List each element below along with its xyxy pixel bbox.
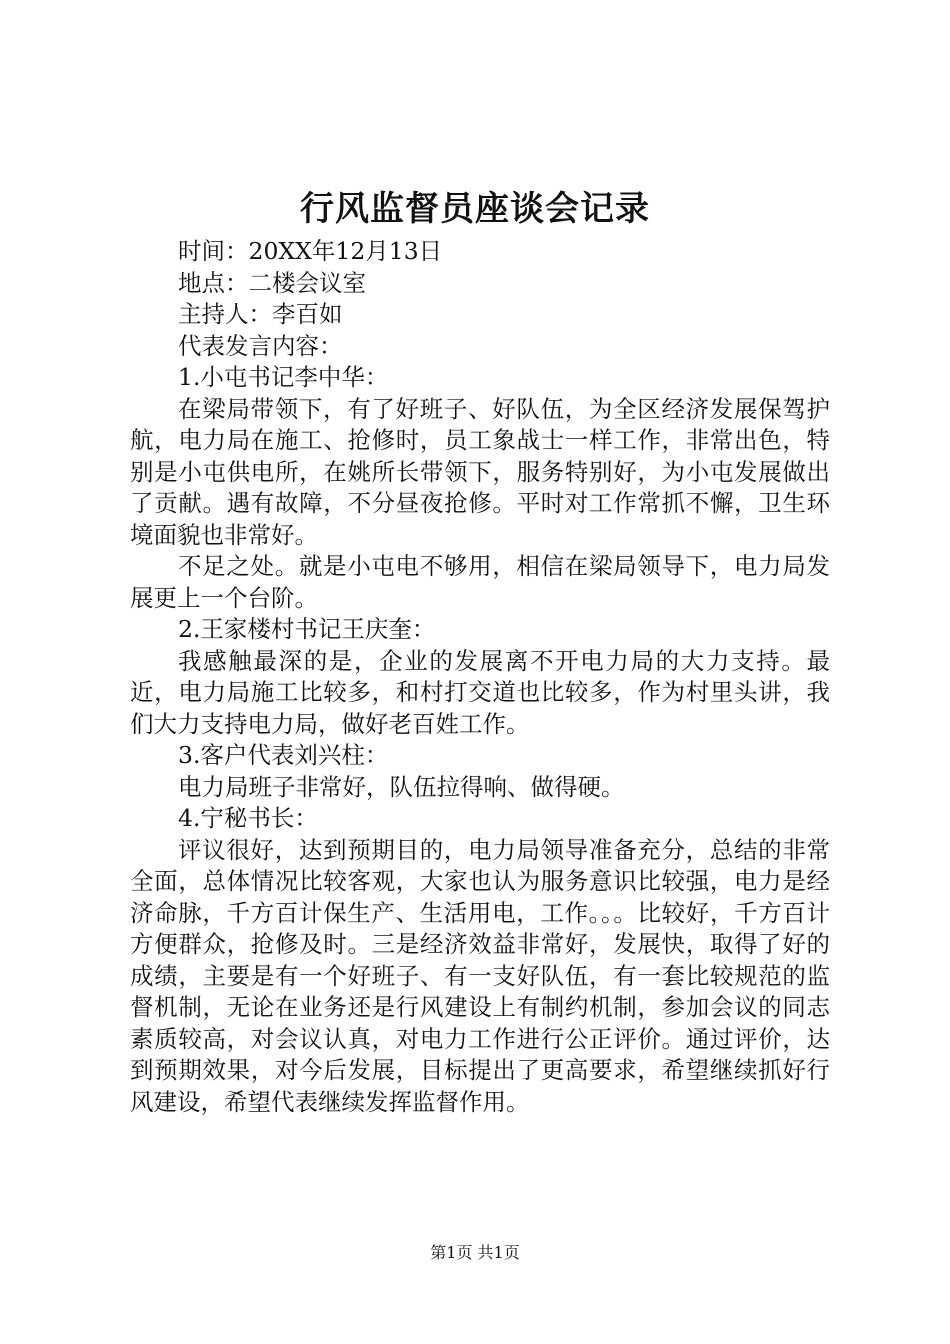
document-body <box>130 236 830 1118</box>
document-title: 行风监督员座谈会记录 <box>300 189 650 229</box>
page-footer: 第1页 共1页 <box>430 1243 520 1262</box>
meeting-location: 地点：二楼会议室 <box>178 268 366 297</box>
speaker-4-paragraph: 评议很好，达到预期目的，电力局领导准备充分，总结的非常全面，总体情况比较客观，大家也认为服务意识比较强，电力是经济命脉，千方百计保生产、生活用电，工作。。。比较好，千方百计方便群众，抢修及时。三是经济效益非常好，发展快，取得了好的成绩，主要是有一个好班子、有一支好队伍，有一套比较规范的监督机制，无论在业务还是行风建设上有制约机制，参加会议的同志素质较高，对会议认真，对电力工作进行公正评价。通过评价，达到预期效果，对今后发展，目标提出了更高要求，希望继续抓好行风建设，希望代表继续发挥监督作用。 <box>130 835 830 1116</box>
speaker-1-heading: 1.小屯书记李中华： <box>178 363 389 391</box>
speaker-3-paragraph: 电力局班子非常好，队伍拉得响、做得硬。 <box>178 772 625 801</box>
meeting-time: 时间：20XX年12月13日 <box>178 237 443 265</box>
speaker-4-heading: 4.宁秘书长： <box>178 804 318 832</box>
speaker-2-heading: 2.王家楼村书记王庆奎： <box>178 615 436 643</box>
speaker-3-heading: 3.客户代表刘兴柱： <box>178 741 389 769</box>
speaker-1-paragraph-1: 在梁局带领下，有了好班子、好队伍，为全区经济发展保驾护航，电力局在施工、抢修时，员工象战士一样工作，非常出色，特别是小屯供电所，在姚所长带领下，服务特别好，为小屯发展做出了贡献。遇有故障，不分昼夜抢修。平时对工作常抓不懈，卫生环境面貌也非常好。 <box>130 394 830 549</box>
speaker-1-paragraph-2: 不足之处。就是小屯电不够用，相信在梁局领导下，电力局发展更上一个台阶。 <box>130 552 830 612</box>
meeting-host: 主持人：李百如 <box>178 300 343 328</box>
speaker-2-paragraph: 我感触最深的是，企业的发展离不开电力局的大力支持。最近，电力局施工比较多，和村打交道也比较多，作为村里头讲，我们大力支持电力局，做好老百姓工作。 <box>130 646 830 738</box>
speech-heading: 代表发言内容： <box>178 331 343 360</box>
